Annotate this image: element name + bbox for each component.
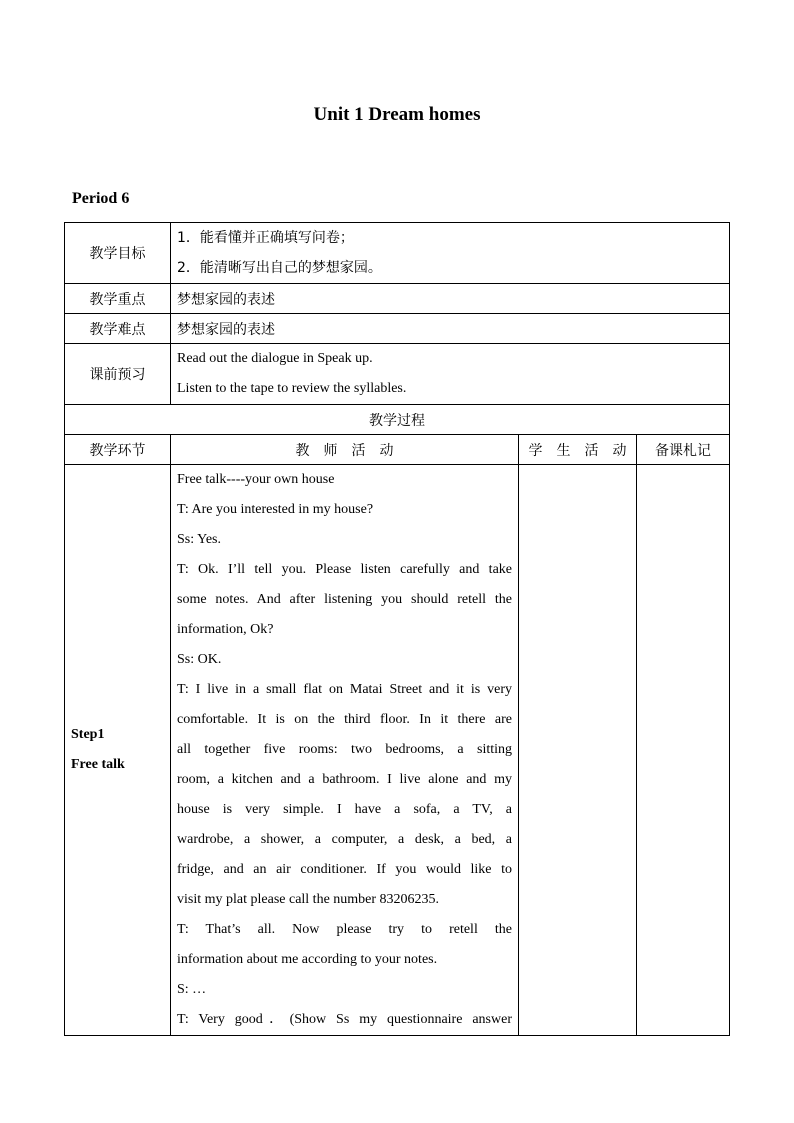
- objectives-content: [171, 223, 730, 284]
- objective-item: 1．能看懂并正确填写问卷；: [177, 230, 354, 246]
- teacher-line: wardrobe, a shower, a computer, a desk, a bed, a: [177, 832, 512, 847]
- objectives-label: 教学目标: [65, 223, 171, 284]
- objectives-row: [65, 223, 730, 284]
- student-activity: [519, 465, 637, 1036]
- teacher-activity: [171, 465, 519, 1036]
- key-points-content: 梦想家园的表述: [171, 284, 730, 314]
- lesson-notes: [637, 465, 730, 1036]
- column-header-row: [65, 435, 730, 465]
- lesson-plan-table: [64, 222, 730, 1036]
- step-name: Free talk: [71, 757, 125, 772]
- teacher-line: T: I live in a small flat on Matai Street and it is very: [177, 682, 512, 697]
- preview-label: 课前预习: [65, 344, 171, 405]
- teacher-line: T: Very good．(Show Ss my questionnaire answer: [177, 1012, 512, 1027]
- teacher-line: all together five rooms: two bedrooms, a sitting: [177, 742, 512, 757]
- teacher-line: Ss: OK.: [177, 652, 222, 667]
- process-header: 教学过程: [65, 405, 730, 435]
- preview-row: [65, 344, 730, 405]
- key-points-label: 教学重点: [65, 284, 171, 314]
- teacher-line: Ss: Yes.: [177, 532, 221, 547]
- step-cell: [65, 465, 171, 1036]
- key-points-row: [65, 284, 730, 314]
- teacher-line: some notes. And after listening you should retell the: [177, 592, 512, 607]
- teacher-line: Free talk----your own house: [177, 472, 335, 487]
- teacher-line: S: …: [177, 982, 207, 997]
- teacher-column-header: 教 师 活 动: [171, 435, 519, 465]
- process-header-row: [65, 405, 730, 435]
- difficulties-row: [65, 314, 730, 344]
- document-title: Unit 1 Dream homes: [313, 104, 481, 125]
- difficulties-label: 教学难点: [65, 314, 171, 344]
- preview-content: [171, 344, 730, 405]
- step-number: Step1: [71, 727, 105, 742]
- objective-item: 2．能清晰写出自己的梦想家园。: [177, 260, 382, 276]
- period-label: Period 6: [72, 190, 130, 207]
- student-column-header: 学 生 活 动: [519, 435, 637, 465]
- teacher-line: information about me according to your notes.: [177, 952, 438, 967]
- step-row: [65, 465, 730, 1036]
- teacher-line: T: Are you interested in my house?: [177, 502, 374, 517]
- teacher-line: T: Ok. I’ll tell you. Please listen carefully and take: [177, 562, 512, 577]
- teacher-line: visit my plat please call the number 83206235.: [177, 892, 440, 907]
- teacher-line: information, Ok?: [177, 622, 274, 637]
- notes-column-header: 备课札记: [637, 435, 730, 465]
- teacher-line: house is very simple. I have a sofa, a TV, a: [177, 802, 512, 817]
- teacher-line: T: That’s all. Now please try to retell the: [177, 922, 512, 937]
- preview-item: Listen to the tape to review the syllables.: [177, 381, 407, 396]
- difficulties-content: 梦想家园的表述: [171, 314, 730, 344]
- teacher-line: comfortable. It is on the third floor. In it there are: [177, 712, 512, 727]
- stage-column-header: 教学环节: [65, 435, 171, 465]
- preview-item: Read out the dialogue in Speak up.: [177, 351, 373, 366]
- teacher-line: room, a kitchen and a bathroom. I live alone and my: [177, 772, 512, 787]
- teacher-line: fridge, and an air conditioner. If you would like to: [177, 862, 512, 877]
